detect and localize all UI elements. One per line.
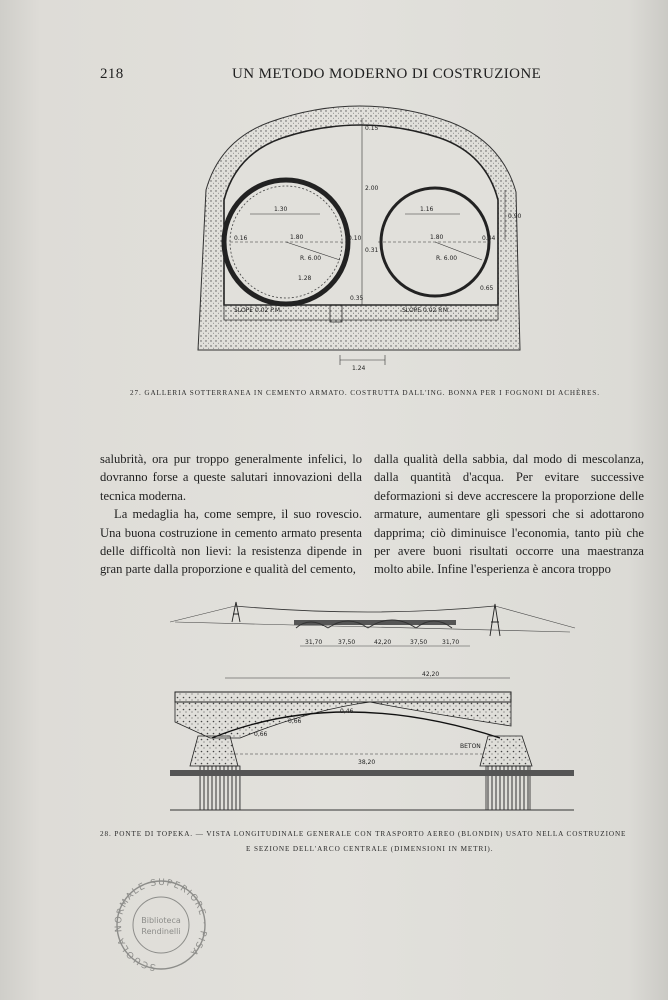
dim-w-right: 1.16	[420, 206, 434, 213]
dim-r-right: R. 6.00	[436, 255, 458, 262]
dim-base: 1.24	[352, 365, 366, 372]
dim-r-left: R. 6.00	[300, 255, 322, 262]
figure-28-arch-section	[170, 666, 580, 816]
figure-27-tunnel-section	[190, 100, 530, 380]
library-stamp	[105, 875, 217, 975]
dim-t31: 0.31	[365, 247, 379, 254]
slope-right: SLOPE 0.02 P.M.	[402, 307, 450, 314]
pier-right	[480, 736, 532, 766]
dim-t44: 0.44	[482, 235, 496, 242]
dim-w-left: 1.30	[274, 206, 288, 213]
tunnel-vault	[224, 125, 498, 305]
pier-left	[190, 736, 238, 766]
dim-top: 2.00	[365, 185, 379, 192]
span-label: 31,70	[442, 639, 460, 646]
cableway-tower-left	[232, 602, 240, 622]
page-number: 218	[100, 66, 124, 82]
span-label: 31,70	[305, 639, 323, 646]
water-line	[170, 770, 574, 776]
arch-deck	[175, 692, 511, 702]
slope-left: SLOPE 0.02 P.M.	[234, 307, 282, 314]
figure-27-caption: 27. GALLERIA SOTTERRANEA IN CEMENTO ARMATO. COSTRUTTA DALL'ING. BONNA PER I FOGNONI DI ACHÈRES.	[130, 389, 600, 397]
dim-side: 0.90	[508, 213, 522, 220]
dim-t-left: 0,66	[254, 731, 268, 738]
span-label: 42,20	[374, 639, 392, 646]
dim-t-mid-left: 0,66	[288, 718, 302, 725]
stamp-center-line2: Rendinelli	[141, 927, 181, 936]
running-title: UN METODO MODERNO DI COSTRUZIONE	[232, 66, 542, 82]
dim-d-right: 1.80	[430, 234, 444, 241]
span-label: 37,50	[410, 639, 428, 646]
cableway-tower-right	[490, 604, 500, 636]
dim-t16: 0.16	[234, 235, 248, 242]
span-label: 37,50	[338, 639, 356, 646]
paragraph: salubrità, ora pur troppo generalmente infelici, lo dovranno forse a queste salutari innovazioni della tecnica moderna.	[100, 452, 362, 503]
chord-dim: 38,20	[358, 759, 376, 766]
cableway-line	[235, 606, 495, 612]
figure-28-caption-line1: 28. PONTE DI TOPEKA. — VISTA LONGITUDINALE GENERALE CON TRASPORTO AEREO (BLONDIN) USATO NELLA COSTRUZIONE	[100, 830, 627, 838]
dim-crown: 0.15	[365, 125, 379, 132]
span-total: 42,20	[422, 671, 440, 678]
dim-d-left: 1.80	[290, 234, 304, 241]
dim-t-mid: 0,46	[340, 708, 354, 715]
material-label: BETON	[460, 743, 481, 750]
text-column-right	[374, 450, 644, 579]
figure-28-bridge-overview	[170, 598, 580, 660]
text-column-left	[100, 450, 362, 579]
figure-28-caption-line2: E SEZIONE DELL'ARCO CENTRALE (DIMENSIONI IN METRI).	[246, 845, 494, 853]
paragraph: dalla qualità della sabbia, dal modo di mescolanza, dalla quantità d'acqua. Per evitare successive deformazioni si deve accrescere la proporzione delle armature, aumentare gli spessori che si adottarono dapprima; ciò diminuisce l'economia, tanto più che per avere buoni risultati occorre una maestranza molto abile. Infine l'esperienza è ancora troppo	[374, 452, 644, 577]
stamp-ring-text: SCUOLA NORMALE SUPERIORE · PISA	[113, 877, 209, 972]
paragraph: La medaglia ha, come sempre, il suo rovescio. Una buona costruzione in cemento armato presenta delle difficoltà non lievi: la resistenza dipende in gran parte dalla proporzione e qualità del cemento,	[100, 507, 362, 577]
dim-t10: 0.10	[348, 235, 362, 242]
dim-t65: 0.65	[480, 285, 494, 292]
dim-center: 1.28	[298, 275, 312, 282]
stamp-center-line1: Biblioteca	[141, 916, 181, 925]
dim-t35: 0.35	[350, 295, 364, 302]
